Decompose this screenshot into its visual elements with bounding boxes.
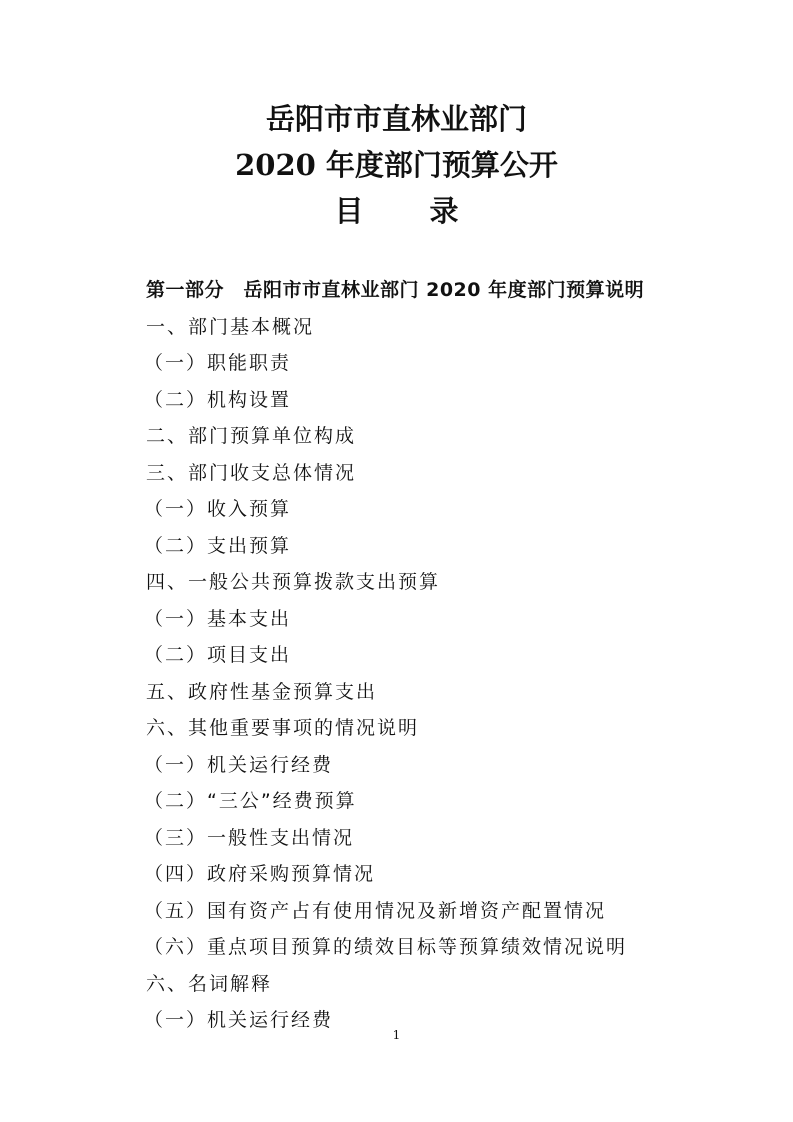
toc-entry: 六、名词解释 (146, 972, 273, 995)
toc-entry: （一）机关运行经费 (144, 1009, 334, 1031)
toc-entry: （二）支出预算 (144, 534, 292, 557)
toc-entry: 三、部门收支总体情况 (146, 461, 357, 484)
title-line-unit: 岳阳市市直林业部门 (265, 102, 527, 136)
title-line-year: 2020 年度部门预算公开 (235, 148, 558, 182)
toc-entry: （四）政府采购预算情况 (144, 863, 376, 885)
toc-entry: （一）机关运行经费 (144, 753, 334, 776)
toc-entry: （一）基本支出 (144, 607, 292, 630)
toc-entry: 五、政府性基金预算支出 (146, 680, 378, 703)
toc-entry: 四、一般公共预算拨款支出预算 (146, 571, 441, 593)
toc-entry: （一）职能职责 (144, 352, 292, 374)
document-title (0, 96, 793, 234)
toc-entry: （一）收入预算 (144, 498, 292, 520)
toc-entry: （二）“三公”经费预算 (144, 790, 357, 812)
toc-entry: （五）国有资产占有使用情况及新增资产配置情况 (144, 899, 607, 922)
toc-entry: 二、部门预算单位构成 (146, 425, 357, 447)
title-line-contents: 目 录 (334, 194, 487, 228)
toc-entry: 一、部门基本概况 (146, 315, 315, 338)
table-of-contents (146, 272, 706, 1039)
toc-entry: 六、其他重要事项的情况说明 (146, 717, 420, 739)
toc-entry: （六）重点项目预算的绩效目标等预算绩效情况说明 (144, 936, 628, 958)
toc-entry: （二）项目支出 (144, 644, 292, 666)
toc-entry: （三）一般性支出情况 (144, 826, 355, 849)
toc-part-heading: 第一部分 岳阳市市直林业部门 2020 年度部门预算说明 (146, 279, 645, 301)
page-number: 1 (392, 1028, 401, 1042)
toc-entry: （二）机构设置 (144, 388, 292, 411)
